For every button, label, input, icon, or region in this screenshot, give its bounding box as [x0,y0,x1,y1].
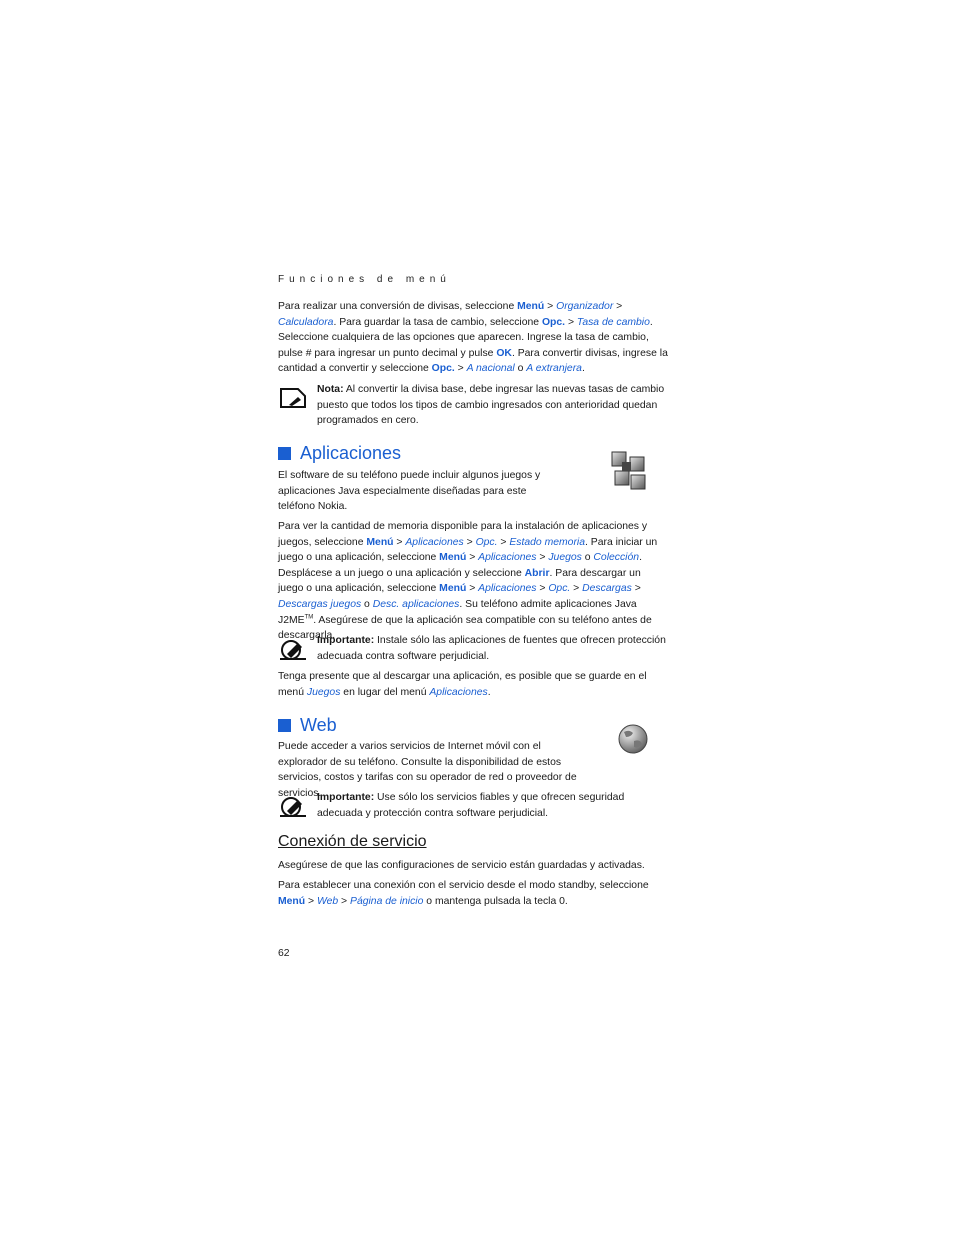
important-note-aplicaciones: Importante: Instale sólo las aplicaciones de fuentes que ofrecen protección adecuada contra software perjudicial. [317,635,666,662]
web-globe-icon [616,723,650,755]
menu-link: Menú [517,301,545,312]
important-icon [278,638,308,660]
conexion-paragraph-2: Para establecer una conexión con el servicio desde el modo standby, seleccione Menú > Web > Página de inicio o mantenga pulsada la tecla 0. [278,880,649,907]
note-icon [278,387,308,409]
web-intro: Puede acceder a varios servicios de Internet móvil con el explorador de su teléfono. Consulte la disponibilidad de estos servicios, costos y tarifas con su operador de red o proveedor de servicios. [278,741,577,799]
note-text: Nota: Al convertir la divisa base, debe ingresar las nuevas tasas de cambio puesto que todos los tipos de cambio ingresados con anterioridad quedan programados en cero. [317,384,665,427]
section-title-web: Web [278,715,337,736]
page-number: 62 [278,948,290,959]
currency-paragraph: Para realizar una conversión de divisas, seleccione Menú > Organizador > Calculadora. Para guardar la tasa de cambio, seleccione Opc. > Tasa de cambio. Seleccione cualquiera de las opciones que aparecen. Ingrese la tasa de cambio, pulse # para ingresar un punto decimal y pulse OK. Para convertir divisas, ingrese la cantidad a convertir y seleccione Opc. > A nacional o A extranjera. [278,301,668,375]
important-icon [278,795,308,817]
section-marker-icon [278,447,291,460]
conexion-paragraph-1: Asegúrese de que las configuraciones de servicio están guardadas y activadas. [278,860,645,871]
aplicaciones-paragraph: Para ver la cantidad de memoria disponible para la instalación de aplicaciones y juegos, seleccione Menú > Aplicaciones > Opc. > Estado memoria. Para iniciar un juego o una aplicación, seleccione Menú > Aplicaciones > Juegos o Colección. Desplácese a un juego o una aplicación y seleccione Abrir. Para descargar un juego o una aplicación, seleccione Menú > Aplicaciones > Opc. > Descargas > Descargas juegos o Desc. aplicaciones. Su teléfono admite aplicaciones Java J2ME™. Asegúrese de que la aplicación sea compatible con su teléfono antes de descargarla. [278,521,658,642]
aplicaciones-intro: El software de su teléfono puede incluir algunos juegos y aplicaciones Java especialmente diseñadas para este teléfono Nokia. [278,470,541,513]
running-header: Funciones de menú [278,274,451,285]
important-note-web: Importante: Use sólo los servicios fiables y que ofrecen seguridad adecuada y protección contra software perjudicial. [317,792,625,819]
section-title-aplicaciones: Aplicaciones [278,443,401,464]
section-marker-icon [278,719,291,732]
subsection-title-conexion: Conexión de servicio [278,833,427,850]
aplicaciones-download-note: Tenga presente que al descargar una aplicación, es posible que se guarde en el menú Juegos en lugar del menú Aplicaciones. [278,671,647,698]
applications-icon [610,449,648,491]
